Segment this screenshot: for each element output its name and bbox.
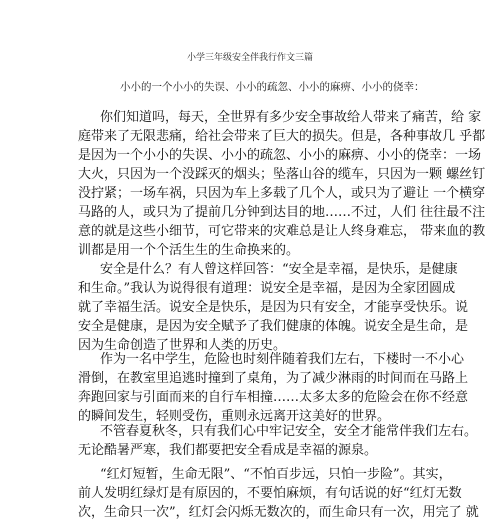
paragraph-line: 前人发明红绿灯是有原因的，不要怕麻烦，有句话说的好“红灯无数 [78, 486, 462, 501]
paragraph-line: 和生命。”我认为说得很有道理：说安全是幸福，是因为全家团圆成 [78, 281, 456, 296]
paragraph-line: 就了幸福生活。说安全是快乐，是因为只有安全，才能享受快乐。说 [78, 300, 469, 315]
paragraph-line: 次，生命只一次”，红灯会闪烁无数次的，而生命只有一次，用完了 就 [78, 505, 479, 520]
paragraph-line: 的瞬间发生，轻则受伤，重则永远离开这美好的世界。 [78, 409, 391, 424]
paragraph-line: 安全是健康，是因为安全赋予了我们健康的体魄。说安全是生命，是 [78, 319, 469, 334]
paragraph-line: 是因为一个小小的失误、小小的疏忽、小小的麻痹、小小的侥幸：一场 [78, 148, 482, 163]
paragraph-4 [78, 422, 478, 460]
paragraph-line: 意的就是这些小细节，可它带来的灾难总是让人终身难忘， 带来血的教 [78, 224, 486, 239]
paragraph-line: “红灯短暂，生命无限”、“不怕百步远，只怕一步险”。其实， [100, 467, 452, 482]
paragraph-line: 作为一名中学生，危险也时刻伴随着我们左右，下楼时一不小心 [100, 352, 465, 367]
paragraph-line: 庭带来了无限悲痛，给社会带来了巨大的损失。但是，各种事故几 乎都 [78, 129, 486, 144]
paragraph-line: 马路的人，或只为了提前几分钟到达目的地……不过，人们 往往最不注 [78, 205, 486, 220]
paragraph-line: 滑倒，在教室里追逃时撞到了桌角，为了减少淋雨的时间而在马路上 [78, 371, 469, 386]
paragraph-5 [78, 465, 479, 520]
paragraph-line: 不管春夏秋冬，只有我们心中牢记安全，安全才能常伴我们左右。 [100, 424, 478, 439]
paragraph-line: 训都是用一个个活生生的生命换来的。 [78, 243, 300, 258]
paragraph-3 [78, 350, 469, 426]
paragraph-line: 安全是什么？有人曾这样回答：“安全是幸福，是快乐，是健康 [100, 262, 458, 277]
paragraph-line: 因为生命创造了世界和人类的历史。 [78, 338, 287, 353]
paragraph-line: 大火，只因为一个没踩灭的烟头；坠落山谷的缆车，只因为一颗 螺丝钉 [78, 167, 486, 182]
paragraph-line: 奔跑回家与引面而来的自行车相撞……太多太多的危险会在你不经意 [78, 390, 469, 405]
document-subtitle: 小小的一个小小的失误、小小的疏忽、小小的麻痹、小小的侥幸： [120, 81, 425, 93]
paragraph-line: 没拧紧；一场车祸，只因为车上多载了几个人，或只为了避让 一个横穿 [78, 186, 486, 201]
document-title: 小学三年级安全伴我行作文三篇 [186, 53, 313, 63]
paragraph-1 [78, 108, 486, 260]
paragraph-2 [78, 260, 469, 355]
paragraph-line: 你们知道吗，每天，全世界有多少安全事故给人带来了痛苦，给 家 [100, 110, 482, 125]
paragraph-line: 无论酷暑严寒，我们都要把安全看成是幸福的源泉。 [78, 443, 378, 458]
